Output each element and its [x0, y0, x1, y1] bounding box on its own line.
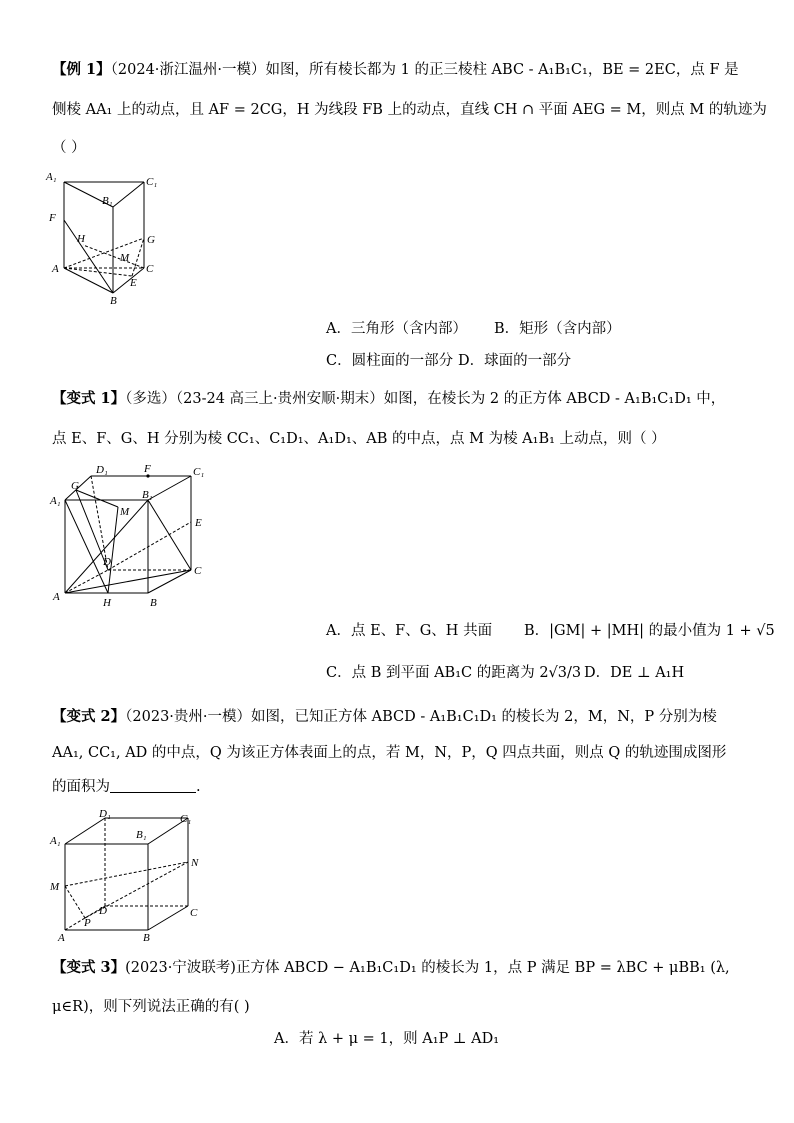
var1-label-B1: B₁: [142, 489, 153, 501]
var2-text3-end: .: [196, 779, 201, 795]
var1-line1: [52, 388, 725, 410]
ex1-label-G: G: [147, 234, 155, 246]
ex1-answer-bracket: （ ）: [52, 140, 86, 156]
var2-label-C1: C₁: [180, 813, 192, 825]
var1-line2: 点 E、F、G、H 分别为棱 CC₁、C₁D₁、A₁D₁、AB 的中点，点 M 为棱 A₁B₁ 上动点，则（ ）: [52, 431, 666, 447]
var1-label-M: M: [120, 506, 130, 518]
var2-text1: （2023·贵州·一模）如图，已知正方体 ABCD - A₁B₁C₁D₁ 的棱长为 2，M，N，P 分别为棱: [125, 709, 717, 725]
var1-label-D: D: [103, 556, 111, 568]
ex1-label-F: F: [49, 212, 56, 224]
var1-label-A1: A₁: [50, 495, 61, 507]
ex1-label-A1: A₁: [46, 171, 57, 183]
ex1-option-c[interactable]: C．圆柱面的一部分: [326, 353, 454, 369]
var2-label-D: D: [99, 905, 107, 917]
var3-option-a[interactable]: A．若 λ + μ = 1，则 A₁P ⊥ AD₁: [274, 1031, 500, 1047]
var2-answer-blank[interactable]: [110, 778, 196, 793]
var1-cube-figure: [48, 462, 218, 612]
ex1-text1: （2024·浙江温州·一模）如图，所有棱长都为 1 的正三棱柱 ABC - A₁B₁C₁，BE = 2EC，点 F 是: [110, 62, 739, 78]
var1-option-c[interactable]: C．点 B 到平面 AB₁C 的距离为 2√3/3: [326, 665, 582, 681]
ex1-label-A: A: [52, 263, 59, 275]
ex1-label-E: E: [130, 277, 137, 289]
var2-label-P: P: [84, 917, 91, 929]
var1-tag: 【变式 1】: [52, 390, 126, 407]
var2-cube-figure: [46, 808, 216, 946]
var2-label-B: B: [143, 932, 150, 944]
var2-tag: 【变式 2】: [52, 708, 126, 725]
var2-label-A: A: [58, 932, 65, 944]
var2-label-D1: D₁: [99, 808, 111, 820]
ex1-tag: 【例 1】: [52, 61, 111, 78]
var3-text1: (2023·宁波联考)正方体 ABCD − A₁B₁C₁D₁ 的棱长为 1，点 P 满足 BP = λBC + μBB₁ (λ,: [125, 960, 730, 976]
ex1-label-C: C: [146, 263, 154, 275]
var1-label-A: A: [53, 591, 60, 603]
var1-label-B: B: [150, 597, 157, 609]
var1-label-E: E: [195, 517, 202, 529]
ex1-label-B1: B₁: [102, 195, 113, 207]
var1-label-F: F: [144, 463, 151, 475]
var1-option-b[interactable]: B．|GM| + |MH| 的最小值为 1 + √5: [524, 623, 775, 639]
var2-text3: 的面积为: [52, 779, 110, 795]
var2-line1: [52, 706, 717, 728]
var2-label-M: M: [50, 881, 60, 893]
var2-label-A1: A₁: [50, 835, 61, 847]
var1-option-d[interactable]: D．DE ⊥ A₁H: [584, 665, 685, 681]
var1-label-C1: C₁: [193, 466, 205, 478]
var2-label-N: N: [191, 857, 199, 869]
ex1-line1: [52, 59, 739, 81]
ex1-label-M: M: [120, 252, 130, 264]
var1-label-H: H: [103, 597, 111, 609]
var2-label-B1: B₁: [136, 829, 147, 841]
var2-line2: AA₁, CC₁, AD 的中点，Q 为该正方体表面上的点，若 M，N，P，Q 四点共面，则点 Q 的轨迹围成图形: [52, 745, 727, 761]
var1-label-D1: D₁: [96, 464, 108, 476]
var1-text1: （多选）（23-24 高三上·贵州安顺·期末）如图，在棱长为 2 的正方体 ABCD - A₁B₁C₁D₁ 中，: [125, 391, 726, 407]
var1-label-G: G: [71, 480, 79, 492]
var1-label-C: C: [194, 565, 202, 577]
var2-label-C: C: [190, 907, 198, 919]
ex1-option-b[interactable]: B．矩形（含内部）: [494, 321, 621, 337]
ex1-option-a[interactable]: A．三角形（含内部）: [326, 321, 467, 337]
ex1-label-B: B: [110, 295, 117, 307]
var3-line2: μ∈R)，则下列说法正确的有( ): [52, 999, 250, 1015]
ex1-prism-figure: [40, 170, 170, 305]
var3-tag: 【变式 3】: [52, 959, 126, 976]
var1-option-a[interactable]: A．点 E、F、G、H 共面: [326, 623, 493, 639]
ex1-option-d[interactable]: D．球面的一部分: [458, 353, 572, 369]
ex1-label-C1: C₁: [146, 176, 158, 188]
var3-line1: [52, 957, 730, 979]
var2-line3: [52, 776, 201, 798]
ex1-label-H: H: [77, 233, 85, 245]
ex1-line2: 侧棱 AA₁ 上的动点，且 AF = 2CG，H 为线段 FB 上的动点，直线 CH ∩ 平面 AEG = M，则点 M 的轨迹为: [52, 102, 767, 118]
